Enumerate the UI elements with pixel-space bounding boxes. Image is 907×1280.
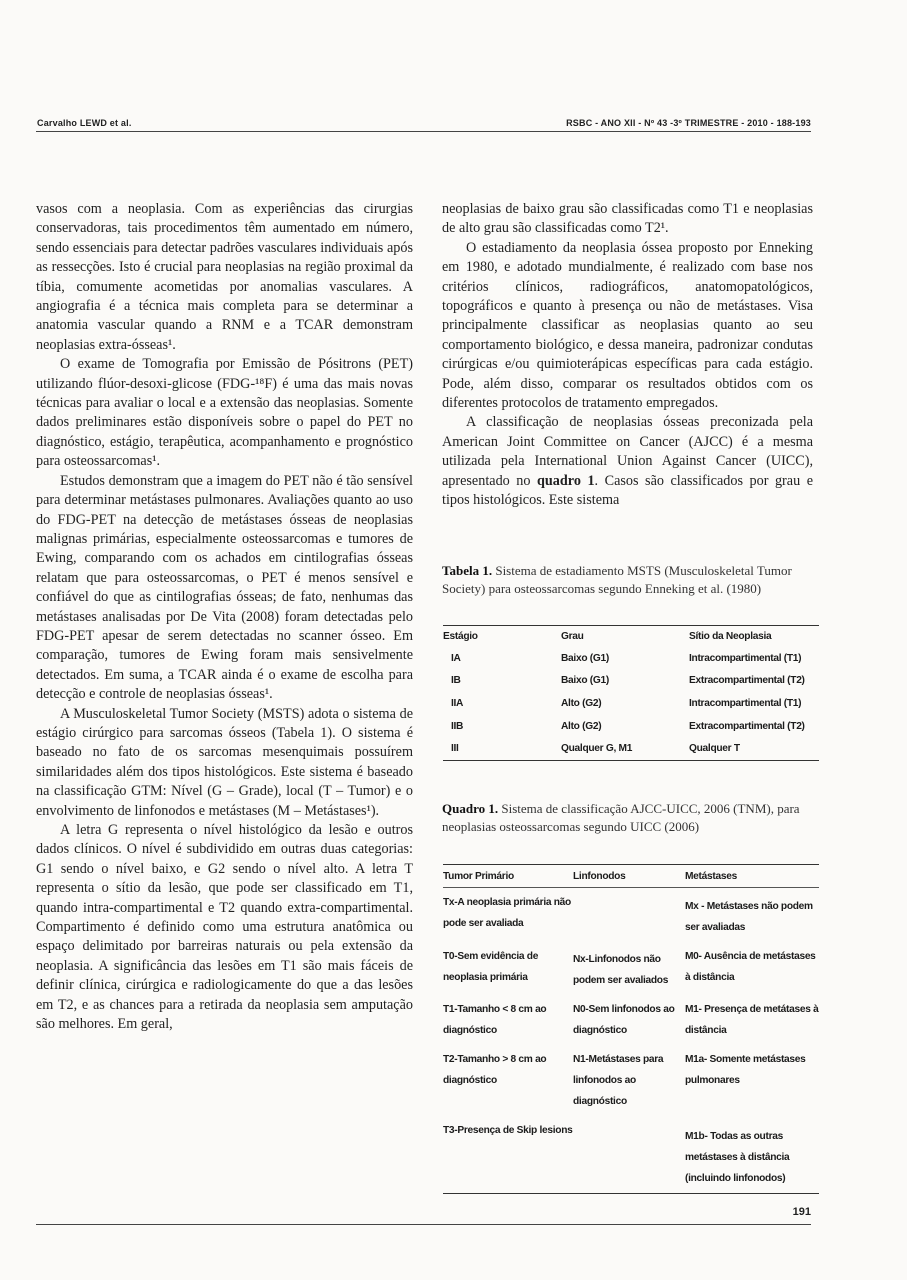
column-header: Tumor Primário [443, 865, 573, 888]
table-cell: Qualquer G, M1 [561, 737, 689, 760]
table-cell: T3-Presença de Skip lesions [443, 1116, 573, 1194]
table-cell: IIA [451, 697, 464, 709]
table-cell: Intracompartimental (T1) [689, 697, 802, 709]
table-cell: Tx-A neoplasia primária não pode ser avaliada [443, 897, 571, 929]
column-header: Grau [561, 631, 584, 642]
column-header: Sítio da Neoplasia [689, 631, 772, 642]
table1-caption-label: Tabela 1. [442, 563, 493, 578]
left-column [36, 200, 413, 1034]
paragraph-text: A classificação de neoplasias ósseas preconizada pela American Joint Committee on Cancer (AJCC) é a mesma utilizada pela International Union Against Cancer (UICC), apresentado no [442, 414, 813, 489]
table-cell: T2-Tamanho > 8 cm ao diagnóstico [443, 1054, 547, 1086]
footer-rule [36, 1224, 811, 1225]
table-cell: Mx - Metástases não podem ser avaliadas [685, 901, 813, 933]
table-row [443, 942, 819, 995]
table-row [443, 715, 819, 738]
paragraph: Estudos demonstram que a imagem do PET não é tão sensível para determinar metástases pulmonares. Avaliações quanto ao uso do FDG-PET na detecção de metástases ósseas de neoplasias malignas primárias, especialmente osteossarcomas e tumores de Ewing, comparando com os achados em cintilografias ósseas relatam que para osteossarcomas, o PET é menos sensível e confiável do que as cintilografias ósseas; de fato, nenhumas das metástases analisadas por De Vita (2008) foram detectadas pelo FDG-PET apesar de serem detectadas no scanner ósseo. Em comparação, tumores de Ewing foram mais sensivelmente detectados. Em suma, a TCAR ainda é o exame de escolha para detecção e controle de neoplasias ósseas¹. [36, 472, 413, 703]
table-cell: Extracompartimental (T2) [689, 675, 805, 687]
header-rule [36, 131, 811, 132]
table-cell: Qualquer T [689, 737, 819, 760]
table-cell: Intracompartimental (T1) [689, 652, 802, 664]
paragraph [442, 413, 813, 510]
quadro1-caption [442, 800, 813, 836]
paragraph-text: . Casos são classificados por grau e tipos histológicos. Este sistema [442, 472, 813, 509]
table-cell: M1- Presença de metátases à distância [685, 1004, 819, 1036]
table1-caption-text: Sistema de estadiamento MSTS (Musculoskeletal Tumor Society) para osteossarcomas segundo Enneking et al. (1980) [442, 563, 792, 596]
table-cell: Nx-Linfonodos não podem ser avaliados [573, 954, 669, 986]
paragraph: A Musculoskeletal Tumor Society (MSTS) adota o sistema de estágio cirúrgico para sarcomas ósseos (Tabela 1). O sistema é baseado no fato de os sarcomas mesenquimais possuírem similaridades além dos tipos histológicos. Este sistema é baseado na classificação GTM: Nível (G – Grade), local (T – Tumor) e o envolvimento de linfonodos e metástases (M – Metástases¹). [36, 705, 413, 819]
table1 [443, 625, 819, 761]
table-cell: IIB [451, 720, 464, 732]
table-row [443, 692, 819, 715]
column-header: Metástases [685, 865, 819, 888]
paragraph: O exame de Tomografia por Emissão de Pósitrons (PET) utilizando flúor-desoxi-glicose (FDG-¹⁸F) é uma das mais novas técnicas para avaliar o local e a extensão das neoplasias. Somente dados preliminares estão disponíveis sobre o papel do PET no diagnóstico, estágio, terapêutica, acompanhamento e prognóstico para osteossarcomas¹. [36, 356, 413, 470]
quadro-reference: quadro 1 [537, 472, 595, 489]
running-header-authors: Carvalho LEWD et al. [37, 118, 132, 128]
running-header-journal: RSBC - ANO XII - Nº 43 -3º TRIMESTRE - 2010 - 188-193 [566, 118, 811, 128]
table-cell: Baixo (G1) [561, 652, 609, 664]
table-cell: IB [451, 675, 461, 687]
page-number: 191 [792, 1206, 811, 1218]
table-row [443, 670, 819, 693]
table-cell: M1a- Somente metástases pulmonares [685, 1054, 806, 1086]
table-cell: T1-Tamanho < 8 cm ao diagnóstico [443, 1004, 547, 1036]
table-row [443, 888, 819, 943]
table-row [443, 647, 819, 670]
table-row [443, 995, 819, 1045]
table-cell: N0-Sem linfonodos ao diagnóstico [573, 1004, 675, 1036]
paragraph: vasos com a neoplasia. Com as experiências das cirurgias conservadoras, tais procedimentos têm aumentado em número, sendo essenciais para detectar padrões vasculares individuais após as ressecções. Isto é crucial para neoplasias na região proximal da tíbia, comumente acometidas por anomalias vasculares. A angiografia é a técnica mais completa para se determinar a anatomia vascular quando a RNM e a TCAR demonstram neoplasias extra-ósseas¹. [36, 201, 413, 353]
column-header: Linfonodos [573, 865, 685, 888]
table-cell: Baixo (G1) [561, 675, 609, 687]
table-cell [573, 1116, 685, 1194]
table-cell: T0-Sem evidência de neoplasia primária [443, 951, 539, 983]
table-cell: Alto (G2) [561, 697, 602, 709]
table-cell: M1b- Todas as outras metástases à distância (incluindo linfonodos) [685, 1116, 819, 1194]
quadro1-table [443, 864, 819, 1194]
table-header-row [443, 865, 819, 888]
paragraph: neoplasias de baixo grau são classificadas como T1 e neoplasias de alto grau são classificadas como T2¹. [442, 201, 813, 237]
paragraph: A letra G representa o nível histológico da lesão e outros dados clínicos. O nível é subdividido em outras duas categorias: G1 sendo o nível baixo, e G2 sendo o nível alto. A letra T representa o sítio da lesão, que pode ser classificado em T1, quando intra-compartimental e T2 quando extra-compartimental. Compartimento é definido como uma estrutura anatômica ou espaço delimitado por barreiras naturais ou pela extensão da neoplasia. A significância das lesões em T1 são mais fáceis de definir clínica, cirúrgica e radiologicamente do que a das lesões em T2, e as chances para a retirada da neoplasia sem amputação são melhores. Em geral, [36, 822, 413, 1033]
table-cell: Extracompartimental (T2) [689, 720, 805, 732]
table-cell: IA [451, 652, 461, 664]
quadro1-caption-text: Sistema de classificação AJCC-UICC, 2006 (TNM), para neoplasias osteossarcomas segundo UICC (2006) [442, 801, 800, 834]
table1-caption [442, 562, 813, 598]
table-cell [573, 888, 685, 943]
table-row [443, 1116, 819, 1194]
right-column [442, 200, 813, 511]
table-cell: III [443, 737, 561, 760]
table-row [443, 1045, 819, 1116]
table-row [443, 737, 819, 760]
table-cell: Alto (G2) [561, 720, 602, 732]
table-header-row [443, 626, 819, 648]
column-header: Estágio [443, 631, 478, 642]
quadro1-caption-label: Quadro 1. [442, 801, 499, 816]
table-cell: N1-Metástases para linfonodos ao diagnóstico [573, 1054, 664, 1107]
paragraph: O estadiamento da neoplasia óssea proposto por Enneking em 1980, e adotado mundialmente, é realizado com base nos critérios clínicos, radiográficos, anatomopatológicos, topográficos e quanto à presença ou não de metástases. Visa principalmente classificar as neoplasias quanto ao seu comportamento biológico, e dessa maneira, padronizar condutas cirúrgicas e/ou quimioterápicas específicas para cada estágio. Pode, além disso, comparar os resultados obtidos com os diferentes protocolos de tratamento empregados. [442, 239, 813, 412]
table-cell: M0- Ausência de metástases à distância [685, 951, 816, 983]
